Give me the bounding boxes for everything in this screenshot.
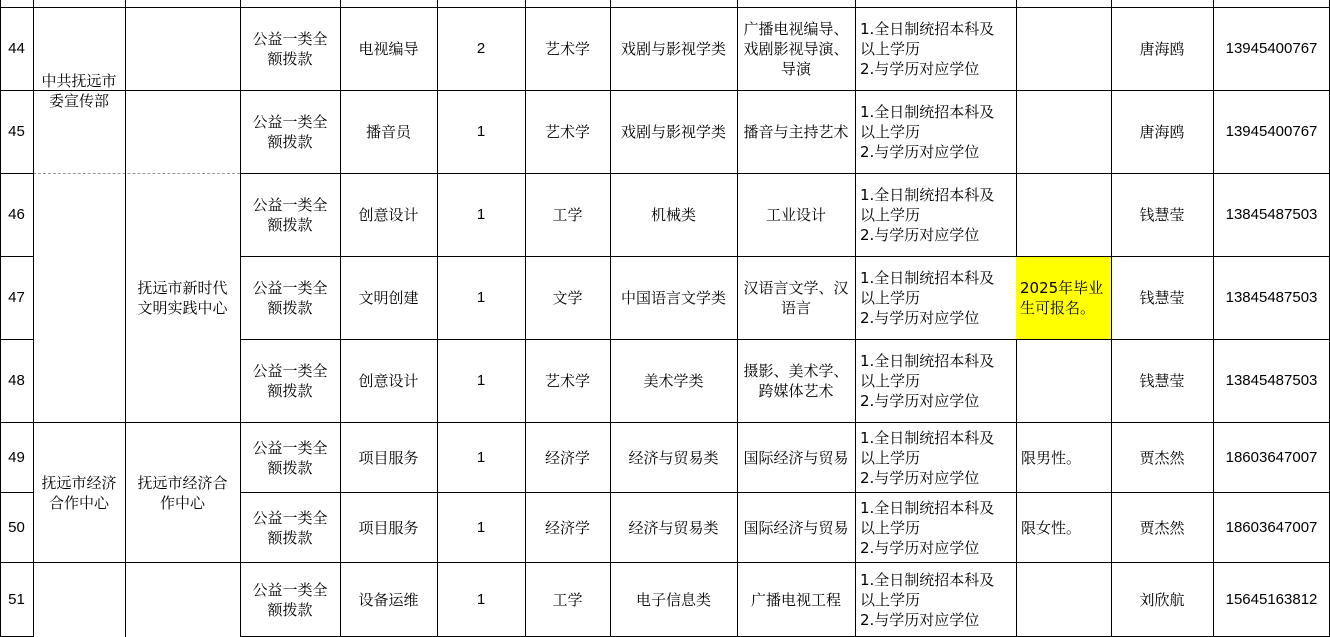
category-cell [610, 493, 737, 562]
requirement-cell [855, 423, 1016, 492]
row-number: 47 [8, 289, 25, 306]
requirement-line: 1.全日制统招本科及 [860, 352, 995, 370]
funding-type-cell [240, 340, 340, 422]
department-name-cell [125, 174, 240, 422]
requirement-line: 1.全日制统招本科及 [860, 186, 995, 204]
headcount-cell [437, 493, 525, 562]
row-number-cell [0, 493, 33, 562]
requirement-line: 以上学历 [860, 40, 921, 58]
discipline-cell [525, 563, 610, 637]
position-name: 创意设计 [358, 206, 419, 224]
funding-type: 公益一类全额拨款 [252, 362, 328, 400]
contact-name: 钱慧莹 [1139, 372, 1185, 390]
note-cell [1016, 8, 1111, 90]
major-cell [737, 493, 855, 562]
position-cell [340, 8, 437, 90]
funding-type: 公益一类全额拨款 [252, 196, 328, 234]
contact-phone: 13945400767 [1225, 40, 1318, 57]
headcount: 1 [476, 448, 486, 466]
headcount-cell [437, 563, 525, 637]
row-number-cell [0, 91, 33, 173]
funding-type: 公益一类全额拨款 [252, 508, 328, 547]
requirement-line: 以上学历 [860, 518, 921, 537]
major: 汉语言文学、汉语言 [743, 279, 849, 317]
major: 摄影、美术学、跨媒体艺术 [743, 362, 849, 400]
headcount-cell [437, 423, 525, 492]
position-name: 文明创建 [358, 289, 419, 307]
position-cell [340, 174, 437, 256]
unit-name-cell [33, 423, 125, 562]
row-number: 50 [8, 518, 25, 536]
contact-phone: 18603647007 [1225, 518, 1318, 536]
requirement-text [860, 185, 994, 245]
headcount: 1 [476, 372, 486, 389]
unit-name-cell [33, 8, 125, 173]
category-cell [610, 340, 737, 422]
row-number-cell [0, 174, 33, 256]
requirement-line: 2.与学历对应学位 [860, 468, 980, 487]
contact-name: 贾杰然 [1139, 448, 1185, 467]
funding-type: 公益一类全额拨款 [252, 113, 328, 151]
unit-name: 抚远市经济合作中心 [41, 473, 117, 512]
requirement-line: 1.全日制统招本科及 [860, 428, 995, 447]
contact-name: 刘欣航 [1139, 591, 1185, 609]
note-cell [1016, 563, 1111, 637]
headcount: 1 [476, 518, 486, 536]
note-cell [1016, 174, 1111, 256]
position-cell [340, 257, 437, 339]
requirement-cell [855, 91, 1016, 173]
discipline: 经济学 [544, 448, 590, 467]
note-cell [1016, 91, 1111, 173]
position-cell [340, 91, 437, 173]
position-cell [340, 493, 437, 562]
requirement-line: 以上学历 [860, 448, 921, 467]
phone-cell [1213, 8, 1330, 90]
discipline-cell [525, 423, 610, 492]
discipline: 艺术学 [544, 123, 590, 141]
discipline-cell [525, 91, 610, 173]
major: 工业设计 [765, 206, 826, 224]
phone-cell [1213, 257, 1330, 339]
requirement-cell [855, 257, 1016, 339]
note-cell [1016, 257, 1111, 339]
department-name: 抚远市经济合作中心 [137, 473, 228, 512]
major-cell [737, 563, 855, 637]
phone-cell [1213, 174, 1330, 256]
requirement-line: 2.与学历对应学位 [860, 226, 980, 244]
row-number: 51 [8, 591, 25, 608]
contact-name: 贾杰然 [1139, 518, 1185, 537]
major-cell [737, 257, 855, 339]
requirement-line: 以上学历 [860, 591, 921, 609]
position-name: 电视编导 [358, 40, 419, 58]
position-cell [340, 563, 437, 637]
row-number-cell [0, 563, 33, 637]
requirement-line: 以上学历 [860, 206, 921, 224]
position-name: 项目服务 [358, 518, 419, 537]
contact-phone: 13845487503 [1225, 372, 1318, 389]
row-number-cell [0, 8, 33, 90]
headcount: 2 [476, 40, 486, 57]
contact-cell [1111, 493, 1213, 562]
contact-cell [1111, 340, 1213, 422]
requirement-line: 1.全日制统招本科及 [860, 103, 995, 121]
category-cell [610, 91, 737, 173]
phone-cell [1213, 423, 1330, 492]
contact-name: 钱慧莹 [1139, 206, 1185, 224]
position-name: 播音员 [365, 123, 411, 141]
requirement-line: 1.全日制统招本科及 [860, 269, 995, 287]
requirement-text [860, 19, 994, 79]
major-category: 中国语言文学类 [620, 289, 726, 307]
funding-type: 公益一类全额拨款 [252, 30, 328, 68]
contact-cell [1111, 257, 1213, 339]
requirement-line: 2.与学历对应学位 [860, 60, 980, 78]
row-number-cell [0, 257, 33, 339]
contact-phone: 13945400767 [1225, 123, 1318, 140]
major-category: 经济与贸易类 [628, 448, 719, 467]
funding-type: 公益一类全额拨款 [252, 279, 328, 317]
funding-type-cell [240, 174, 340, 256]
phone-cell [1213, 493, 1330, 562]
partial-row-top [0, 0, 1330, 7]
headcount-cell [437, 91, 525, 173]
discipline-cell [525, 493, 610, 562]
requirement-text [860, 498, 994, 558]
requirement-line: 1.全日制统招本科及 [860, 498, 995, 517]
requirement-line: 以上学历 [860, 372, 921, 390]
note-cell [1016, 493, 1111, 562]
major: 国际经济与贸易 [743, 448, 849, 467]
funding-type-cell [240, 423, 340, 492]
discipline: 文学 [552, 289, 583, 307]
discipline-cell [525, 257, 610, 339]
position-name: 设备运维 [358, 591, 419, 609]
funding-type-cell [240, 8, 340, 90]
contact-name: 唐海鸥 [1139, 123, 1185, 141]
funding-type-cell [240, 493, 340, 562]
category-cell [610, 563, 737, 637]
requirement-line: 1.全日制统招本科及 [860, 20, 995, 38]
major-category: 经济与贸易类 [628, 518, 719, 537]
requirement-line: 以上学历 [860, 289, 921, 307]
requirement-text [860, 102, 994, 162]
funding-type: 公益一类全额拨款 [252, 438, 328, 477]
headcount-cell [437, 340, 525, 422]
contact-cell [1111, 423, 1213, 492]
major-category: 美术学类 [643, 372, 704, 390]
position-name: 创意设计 [358, 372, 419, 390]
contact-cell [1111, 174, 1213, 256]
major-cell [737, 8, 855, 90]
contact-phone: 15645163812 [1225, 591, 1318, 608]
note-text: 限女性。 [1021, 518, 1082, 537]
major: 播音与主持艺术 [743, 123, 849, 141]
requirement-text [860, 570, 994, 630]
phone-cell [1213, 91, 1330, 173]
category-cell [610, 257, 737, 339]
headcount: 1 [476, 123, 486, 140]
discipline-cell [525, 8, 610, 90]
requirement-cell [855, 493, 1016, 562]
funding-type-cell [240, 257, 340, 339]
discipline: 工学 [552, 206, 583, 224]
row-number-cell [0, 340, 33, 422]
discipline: 艺术学 [544, 372, 590, 390]
requirement-text [860, 428, 994, 488]
major: 广播电视编导、戏剧影视导演、导演 [743, 20, 849, 78]
funding-type-cell [240, 563, 340, 637]
discipline-cell [525, 174, 610, 256]
requirement-cell [855, 340, 1016, 422]
discipline: 经济学 [544, 518, 590, 537]
major-category: 电子信息类 [635, 591, 711, 609]
requirement-text [860, 351, 994, 411]
requirement-line: 2.与学历对应学位 [860, 143, 980, 161]
position-cell [340, 340, 437, 422]
major-cell [737, 174, 855, 256]
major: 国际经济与贸易 [743, 518, 849, 537]
row-number: 45 [8, 123, 25, 140]
contact-phone: 13845487503 [1225, 206, 1318, 223]
note-text: 限男性。 [1021, 448, 1082, 467]
requirement-line: 2.与学历对应学位 [860, 392, 980, 410]
requirement-cell [855, 174, 1016, 256]
category-cell [610, 423, 737, 492]
contact-name: 唐海鸥 [1139, 40, 1185, 58]
category-cell [610, 8, 737, 90]
funding-type: 公益一类全额拨款 [252, 581, 328, 619]
requirement-line: 2.与学历对应学位 [860, 611, 980, 629]
phone-cell [1213, 563, 1330, 637]
major-category: 戏剧与影视学类 [620, 40, 726, 58]
contact-phone: 18603647007 [1225, 448, 1318, 466]
major-cell [737, 91, 855, 173]
funding-type-cell [240, 91, 340, 173]
major: 广播电视工程 [750, 591, 841, 609]
headcount: 1 [476, 591, 486, 608]
discipline: 艺术学 [544, 40, 590, 58]
row-number: 49 [8, 448, 25, 466]
contact-phone: 13845487503 [1225, 289, 1318, 306]
contact-cell [1111, 8, 1213, 90]
major-cell [737, 340, 855, 422]
contact-name: 钱慧莹 [1139, 289, 1185, 307]
major-category: 戏剧与影视学类 [620, 123, 726, 141]
row-number: 48 [8, 372, 25, 389]
department-name-cell [125, 423, 240, 562]
phone-cell [1213, 340, 1330, 422]
requirement-line: 1.全日制统招本科及 [860, 571, 995, 589]
headcount-cell [437, 257, 525, 339]
contact-cell [1111, 91, 1213, 173]
headcount: 1 [476, 206, 486, 223]
requirement-cell [855, 563, 1016, 637]
headcount-cell [437, 8, 525, 90]
headcount-cell [437, 174, 525, 256]
unit-name: 中共抚远市委宣传部 [41, 71, 117, 110]
row-number-cell [0, 423, 33, 492]
note-cell [1016, 340, 1111, 422]
position-cell [340, 423, 437, 492]
row-number: 44 [8, 40, 25, 57]
department-name: 抚远市新时代文明实践中心 [137, 279, 228, 317]
requirement-text [860, 268, 994, 328]
headcount: 1 [476, 289, 486, 306]
major-category: 机械类 [650, 206, 696, 224]
requirement-cell [855, 8, 1016, 90]
row-number: 46 [8, 206, 25, 223]
major-cell [737, 423, 855, 492]
requirement-line: 2.与学历对应学位 [860, 309, 980, 327]
contact-cell [1111, 563, 1213, 637]
discipline: 工学 [552, 591, 583, 609]
requirement-line: 2.与学历对应学位 [860, 538, 980, 557]
discipline-cell [525, 340, 610, 422]
category-cell [610, 174, 737, 256]
highlighted-note: 2025年毕业生可报名。 [1020, 279, 1104, 317]
note-cell [1016, 423, 1111, 492]
position-name: 项目服务 [358, 448, 419, 467]
requirement-line: 以上学历 [860, 123, 921, 141]
